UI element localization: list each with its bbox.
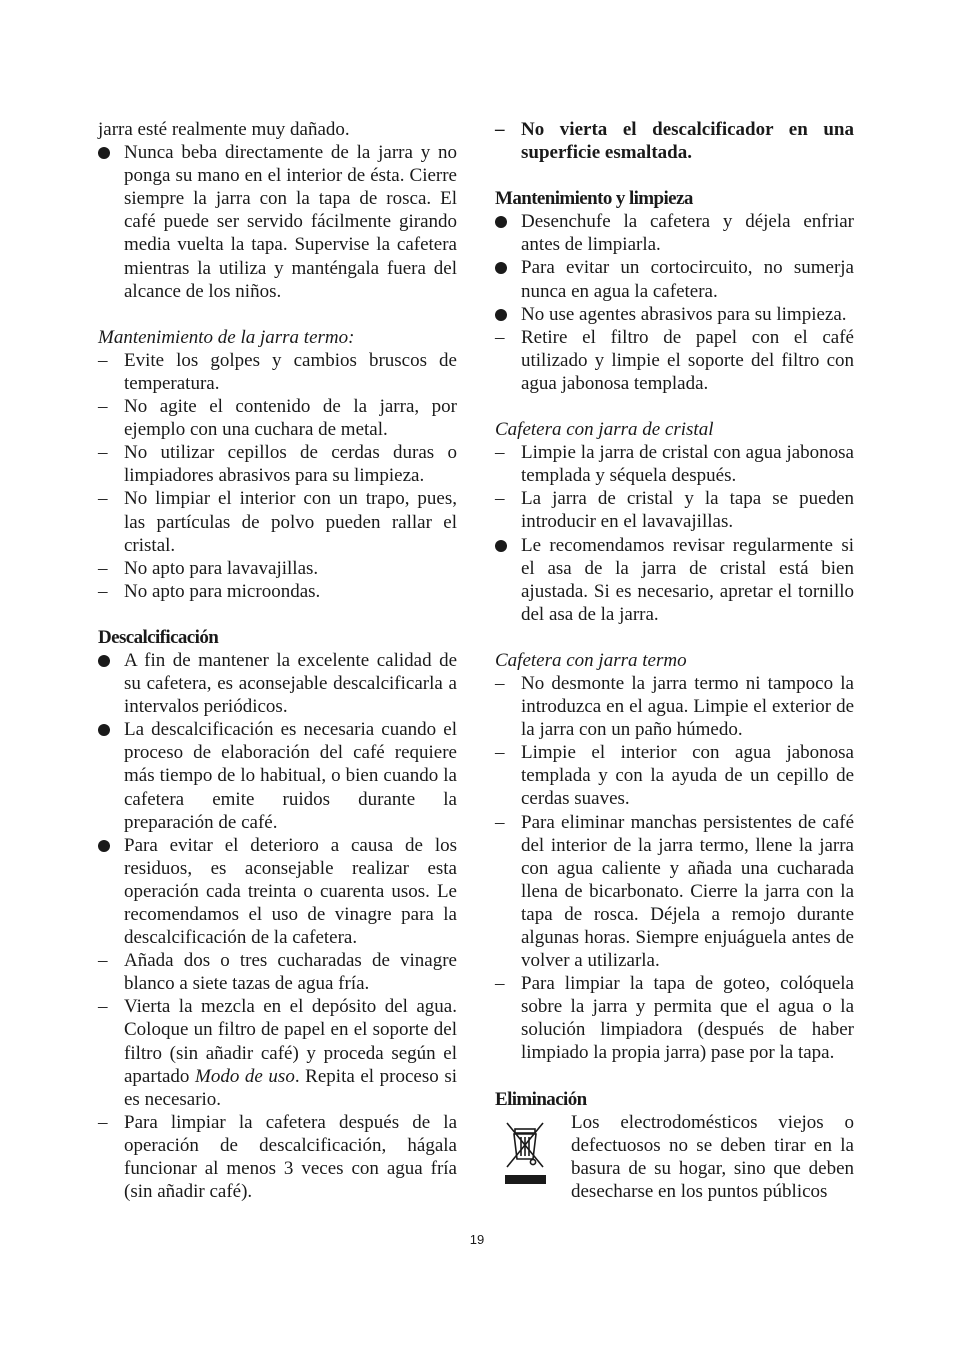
list-item [495, 972, 854, 1064]
list-item [98, 487, 457, 556]
dash-mark: – [495, 973, 505, 995]
dash-mark: – [495, 119, 505, 140]
glass-jug-heading: Cafetera con jarra de cristal [495, 419, 714, 441]
bullet-mark [98, 834, 124, 858]
thermo-jug-heading: Cafetera con jarra termo [495, 649, 687, 671]
list-item [495, 326, 854, 395]
right-column [495, 118, 854, 1203]
bullet-mark [98, 141, 124, 165]
bullet-text: Desenchufe la cafetera y déjela enfriar antes de limpiarla. [521, 211, 854, 256]
list-item [98, 949, 457, 995]
dash-text: No utilizar cepillos de cerdas duras o limpiadores abrasivos para su limpieza. [124, 442, 457, 487]
usage-mode-reference: Modo de uso [195, 1065, 295, 1087]
descaling-heading: Descalcificación [98, 626, 219, 648]
warning-text: No vierta el descalcificador en una superficie esmaltada. [521, 119, 854, 164]
bullet-mark [495, 256, 521, 280]
dash-text: Limpie el interior con agua jabonosa templada y con la ayuda de un cepillo de cerdas suaves. [521, 742, 854, 810]
left-column [98, 118, 457, 1203]
list-item [98, 395, 457, 441]
dash-text-b: . Repita el proceso si es necesario. [124, 1065, 458, 1110]
list-item [98, 995, 457, 1110]
dash-mark: – [98, 996, 108, 1018]
disposal-text: Los electrodomésticos viejos o defectuosos no se deben tirar en la basura de su hogar, sino que deben desecharse en los puntos públicos [571, 1111, 854, 1202]
dash-text: Para limpiar la cafetera después de la operación de descalcificación, hágala funcionar al menos 3 veces con agua fría (sin añadir café). [124, 1111, 457, 1203]
dash-mark: – [495, 488, 505, 510]
list-item [495, 811, 854, 973]
list-item [495, 256, 854, 302]
bullet-mark [495, 303, 521, 327]
list-item [495, 672, 854, 741]
list-item [495, 441, 854, 487]
bullet-text: Le recomendamos revisar regularmente si el asa de la jarra de cristal está bien ajustada. Si es necesario, apretar el tornillo del asa de la jarra. [521, 534, 854, 625]
dash-mark: – [495, 811, 505, 833]
dash-mark: – [98, 488, 108, 510]
dash-mark: – [98, 950, 108, 972]
list-item [98, 649, 457, 718]
dash-mark: – [98, 1111, 108, 1133]
dash-mark: – [495, 742, 505, 764]
crossed-out-wheelie-bin-icon [495, 1115, 555, 1187]
bullet-text: La descalcificación es necesaria cuando el proceso de elaboración del café requiere más tiempo de lo habitual, o bien cuando la cafetera emite ruidos durante la preparación de café. [124, 719, 457, 833]
dash-text: Añada dos o tres cucharadas de vinagre blanco a siete tazas de agua fría. [124, 950, 457, 995]
bullet-mark [495, 210, 521, 234]
bullet-text: No use agentes abrasivos para su limpieza. [521, 303, 847, 325]
dash-text: No apto para microondas. [124, 580, 321, 602]
dash-mark: – [98, 580, 108, 602]
thermo-maintenance-heading: Mantenimiento de la jarra termo: [98, 326, 355, 348]
bullet-text: Para evitar un cortocircuito, no sumerja nunca en agua la cafetera. [521, 257, 854, 302]
dash-mark: – [495, 672, 505, 694]
bullet-text: A fin de mantener la excelente calidad de su cafetera, es aconsejable descalcificarla a intervalos periódicos. [124, 649, 457, 718]
disposal-heading: Eliminación [495, 1088, 587, 1110]
list-item [98, 557, 457, 580]
list-item [495, 303, 854, 326]
list-item [98, 718, 457, 833]
dash-text: Evite los golpes y cambios bruscos de temperatura. [124, 349, 457, 394]
bullet-mark [98, 649, 124, 673]
dash-mark: – [98, 442, 108, 464]
list-item [98, 349, 457, 395]
dash-mark: – [98, 396, 108, 418]
list-item [495, 534, 854, 626]
dash-text: No limpiar el interior con un trapo, pues, las partículas de polvo pueden rallar el cristal. [124, 488, 457, 556]
dash-text: No agite el contenido de la jarra, por ejemplo con una cuchara de metal. [124, 396, 457, 441]
list-item [495, 210, 854, 256]
dash-mark: – [98, 557, 108, 579]
dash-text: Limpie la jarra de cristal con agua jabonosa templada y séquela después. [521, 442, 854, 487]
dash-mark: – [98, 349, 108, 371]
list-item [98, 441, 457, 487]
list-item [98, 834, 457, 949]
bullet-mark [495, 534, 521, 558]
list-item [98, 141, 457, 303]
bullet-mark [98, 718, 124, 742]
page-number: 19 [469, 1232, 485, 1247]
dash-text: Para limpiar la tapa de goteo, colóquela sobre la jarra y permita que el agua o la solución limpiadora (después de haber limpiado la propia jarra) pase por la tapa. [521, 973, 854, 1064]
list-item [98, 580, 457, 603]
bullet-text: Para evitar el deterioro a causa de los residuos, es aconsejable realizar esta operación cada treinta o cuarenta usos. Le recomendamos el uso de vinagre para la descalcificación de la cafetera. [124, 834, 457, 949]
disposal-block [495, 1111, 854, 1203]
dash-mark: – [495, 442, 505, 464]
dash-text-a: Vierta la mezcla en el depósito del agua. Coloque un filtro de papel en el soporte del filtro (sin añadir café) y proceda según el apartado [124, 996, 457, 1087]
dash-mark: – [495, 326, 505, 348]
dash-text: No apto para lavavajillas. [124, 557, 319, 579]
dash-text: La jarra de cristal y la tapa se pueden introducir en el lavavajillas. [521, 488, 854, 533]
dash-text: Para eliminar manchas persistentes de café del interior de la jarra termo, llene la jarra con agua caliente y añada una cucharada llena de bicarbonato. Cierre la jarra con la tapa de rosca. Déjela a remojo durante algunas horas. Siempre enjuáguela antes de volver a utilizarla. [521, 811, 854, 972]
list-item [495, 741, 854, 810]
intro-line: jarra esté realmente muy dañado. [98, 119, 350, 140]
maintenance-heading: Mantenimiento y limpieza [495, 188, 693, 210]
dash-text: No desmonte la jarra termo ni tampoco la introduzca en el agua. Limpie el exterior de la jarra con un paño húmedo. [521, 672, 854, 741]
warning-item [495, 118, 854, 164]
list-item [495, 487, 854, 533]
list-item [98, 1111, 457, 1203]
bullet-text: Nunca beba directamente de la jarra y no ponga su mano en el interior de ésta. Cierre siempre la jarra con la tapa de rosca. El café puede ser servido fácilmente girando media vuelta la tapa. Supervise la cafetera mientras la utiliza y manténgala fuera del alcance de los niños. [124, 142, 457, 302]
dash-text: Retire el filtro de papel con el café utilizado y limpie el soporte del filtro con agua jabonosa templada. [521, 326, 854, 394]
